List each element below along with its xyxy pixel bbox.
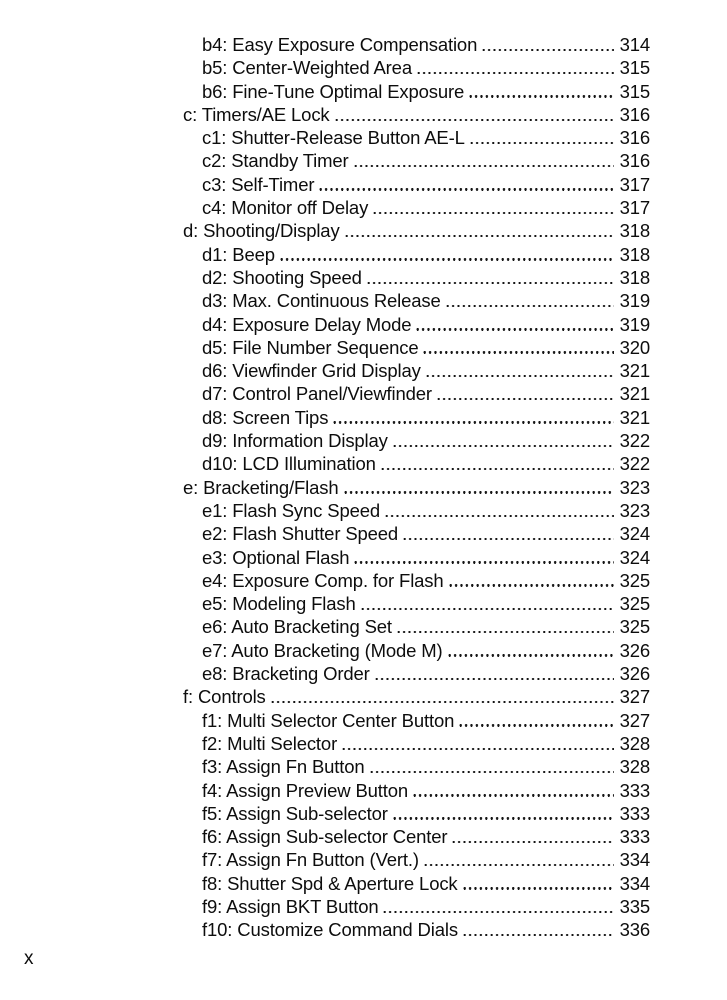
toc-entry-page-number: 321	[619, 360, 650, 382]
toc-entry-page-number: 325	[619, 593, 650, 615]
toc-entry-label: f2: Multi Selector	[202, 732, 338, 754]
toc-entry	[183, 500, 650, 523]
dot-leader	[334, 119, 614, 121]
toc-entry-page-number: 318	[619, 220, 650, 242]
toc-entry-label: e5: Modeling Flash	[202, 593, 356, 615]
toc-entry-page-number: 316	[619, 127, 650, 149]
toc-entry-label: b4: Easy Exposure Compensation	[202, 34, 478, 55]
toc-entry-label: f1: Multi Selector Center Button	[202, 709, 455, 731]
dot-leader	[436, 398, 614, 400]
dot-leader	[372, 212, 614, 214]
dot-leader	[392, 445, 614, 447]
toc-entry	[183, 523, 650, 546]
toc-entry-label: d6: Viewfinder Grid Display	[202, 360, 421, 382]
toc-entry	[183, 57, 650, 80]
toc-entry-label: c3: Self-Timer	[202, 173, 315, 195]
toc-entry	[183, 616, 650, 639]
toc-entry-page-number: 334	[619, 849, 650, 871]
toc-entry-page-number: 336	[619, 919, 650, 941]
toc-entry-page-number: 333	[619, 826, 650, 848]
toc-entry	[183, 733, 650, 756]
toc-entry-page-number: 326	[619, 663, 650, 685]
toc-entry-label: c1: Shutter-Release Button AE-L	[202, 127, 465, 149]
page-folio: x	[24, 948, 34, 969]
toc-entry-page-number: 323	[619, 499, 650, 521]
toc-entry-page-number: 322	[619, 430, 650, 452]
toc-entry-page-number: 314	[619, 34, 650, 55]
toc-entry	[183, 640, 650, 663]
toc-entry-label: d10: LCD Illumination	[202, 453, 376, 475]
toc-entry	[183, 826, 650, 849]
dot-leader	[366, 282, 614, 284]
toc-entry-page-number: 321	[619, 383, 650, 405]
toc-entry	[183, 593, 650, 616]
toc-entry	[183, 663, 650, 686]
toc-entry-label: d1: Beep	[202, 243, 275, 265]
toc-entry	[183, 150, 650, 173]
dot-leader	[469, 142, 614, 144]
toc-entry	[183, 360, 650, 383]
toc-entry-label: d8: Screen Tips	[202, 406, 329, 428]
dot-leader	[448, 584, 614, 586]
dot-leader	[343, 491, 614, 493]
toc-entry-page-number: 321	[619, 406, 650, 428]
toc-entry-label: e: Bracketing/Flash	[183, 476, 339, 498]
toc-entry-label: f4: Assign Preview Button	[202, 779, 409, 801]
toc-entry-label: e8: Bracketing Order	[202, 663, 370, 685]
toc-entry-page-number: 326	[619, 639, 650, 661]
dot-leader	[416, 72, 614, 74]
toc-entry-page-number: 328	[619, 756, 650, 778]
toc-entry	[183, 220, 650, 243]
toc-entry-page-number: 333	[619, 802, 650, 824]
toc-entry	[183, 127, 650, 150]
toc-entry-page-number: 315	[619, 80, 650, 102]
toc-entry	[183, 430, 650, 453]
dot-leader	[318, 188, 614, 190]
toc-entry-page-number: 328	[619, 732, 650, 754]
toc-entry	[183, 453, 650, 476]
toc-entry-label: e7: Auto Bracketing (Mode M)	[202, 639, 443, 661]
toc-entry-page-number: 317	[619, 197, 650, 219]
toc-entry	[183, 919, 650, 942]
toc-entry-page-number: 317	[619, 173, 650, 195]
dot-leader	[369, 771, 614, 773]
dot-leader	[353, 165, 614, 167]
toc-entry-label: d2: Shooting Speed	[202, 266, 362, 288]
dot-leader	[402, 538, 614, 540]
toc-entry	[183, 803, 650, 826]
toc-entry	[183, 570, 650, 593]
dot-leader	[422, 351, 614, 353]
dot-leader	[415, 328, 614, 330]
toc-entry	[183, 407, 650, 430]
toc-entry	[183, 477, 650, 500]
toc-entry-label: e1: Flash Sync Speed	[202, 499, 380, 521]
toc-entry	[183, 780, 650, 803]
dot-leader	[468, 95, 614, 97]
dot-leader	[374, 678, 614, 680]
toc-entry	[183, 314, 650, 337]
toc-entry-label: f5: Assign Sub-selector	[202, 802, 388, 824]
toc-entry-label: f: Controls	[183, 686, 266, 708]
toc-entry-label: f3: Assign Fn Button	[202, 756, 365, 778]
toc-entry	[183, 267, 650, 290]
toc-entry	[183, 244, 650, 267]
toc-entry-label: f9: Assign BKT Button	[202, 895, 379, 917]
toc-entry-label: d7: Control Panel/Viewfinder	[202, 383, 432, 405]
toc-entry-label: f6: Assign Sub-selector Center	[202, 826, 448, 848]
toc-entry	[183, 873, 650, 896]
dot-leader	[384, 515, 614, 517]
dot-leader	[447, 654, 614, 656]
dot-leader	[344, 235, 614, 237]
dot-leader	[270, 701, 614, 703]
toc-entry-page-number: 323	[619, 476, 650, 498]
toc-entry	[183, 290, 650, 313]
toc-entry-page-number: 327	[619, 686, 650, 708]
toc-entry-page-number: 325	[619, 616, 650, 638]
toc-entry-page-number: 324	[619, 546, 650, 568]
toc-entry-label: e2: Flash Shutter Speed	[202, 523, 399, 545]
toc-entry-label: f7: Assign Fn Button (Vert.)	[202, 849, 419, 871]
toc-entry-page-number: 325	[619, 569, 650, 591]
dot-leader	[462, 934, 614, 936]
toc-entry	[183, 547, 650, 570]
dot-leader	[458, 724, 614, 726]
dot-leader	[451, 841, 614, 843]
toc-entry	[183, 849, 650, 872]
toc-entry-label: d: Shooting/Display	[183, 220, 340, 242]
toc-entry-label: d4: Exposure Delay Mode	[202, 313, 412, 335]
toc-entry-page-number: 319	[619, 313, 650, 335]
dot-leader	[279, 258, 614, 260]
toc-entry-page-number: 327	[619, 709, 650, 731]
toc-entry-page-number: 324	[619, 523, 650, 545]
dot-leader	[462, 887, 614, 889]
toc-entry-page-number: 334	[619, 872, 650, 894]
dot-leader	[353, 561, 614, 563]
toc-entry	[183, 686, 650, 709]
dot-leader	[380, 468, 614, 470]
toc-entry-label: c4: Monitor off Delay	[202, 197, 369, 219]
toc-entry	[183, 383, 650, 406]
toc-entry-page-number: 319	[619, 290, 650, 312]
dot-leader	[412, 794, 614, 796]
toc-entry-page-number: 322	[619, 453, 650, 475]
toc-entry	[183, 104, 650, 127]
table-of-contents	[183, 34, 650, 943]
toc-entry	[183, 756, 650, 779]
toc-entry-label: e4: Exposure Comp. for Flash	[202, 569, 444, 591]
toc-entry-page-number: 318	[619, 243, 650, 265]
toc-entry	[183, 34, 650, 57]
toc-entry-label: d5: File Number Sequence	[202, 336, 419, 358]
dot-leader	[341, 748, 614, 750]
dot-leader	[481, 49, 614, 51]
dot-leader	[392, 817, 614, 819]
toc-entry-label: f8: Shutter Spd & Aperture Lock	[202, 872, 458, 894]
dot-leader	[332, 421, 614, 423]
toc-entry-label: e6: Auto Bracketing Set	[202, 616, 392, 638]
toc-entry-label: e3: Optional Flash	[202, 546, 350, 568]
toc-entry-page-number: 318	[619, 266, 650, 288]
toc-entry-page-number: 315	[619, 57, 650, 79]
dot-leader	[445, 305, 614, 307]
toc-entry-page-number: 335	[619, 895, 650, 917]
toc-entry-label: d3: Max. Continuous Release	[202, 290, 441, 312]
toc-entry	[183, 337, 650, 360]
toc-entry-page-number: 316	[619, 103, 650, 125]
toc-entry	[183, 81, 650, 104]
toc-entry-label: c2: Standby Timer	[202, 150, 349, 172]
dot-leader	[425, 375, 614, 377]
dot-leader	[382, 911, 614, 913]
toc-entry-label: f10: Customize Command Dials	[202, 919, 458, 941]
toc-entry	[183, 197, 650, 220]
toc-entry-page-number: 320	[619, 336, 650, 358]
dot-leader	[360, 608, 614, 610]
dot-leader	[396, 631, 614, 633]
toc-entry-label: b6: Fine-Tune Optimal Exposure	[202, 80, 465, 102]
toc-entry	[183, 174, 650, 197]
toc-entry-page-number: 316	[619, 150, 650, 172]
toc-entry-label: d9: Information Display	[202, 430, 388, 452]
dot-leader	[423, 864, 614, 866]
toc-entry	[183, 710, 650, 733]
toc-entry-page-number: 333	[619, 779, 650, 801]
toc-entry-label: b5: Center-Weighted Area	[202, 57, 412, 79]
toc-entry-label: c: Timers/AE Lock	[183, 103, 330, 125]
toc-entry	[183, 896, 650, 919]
